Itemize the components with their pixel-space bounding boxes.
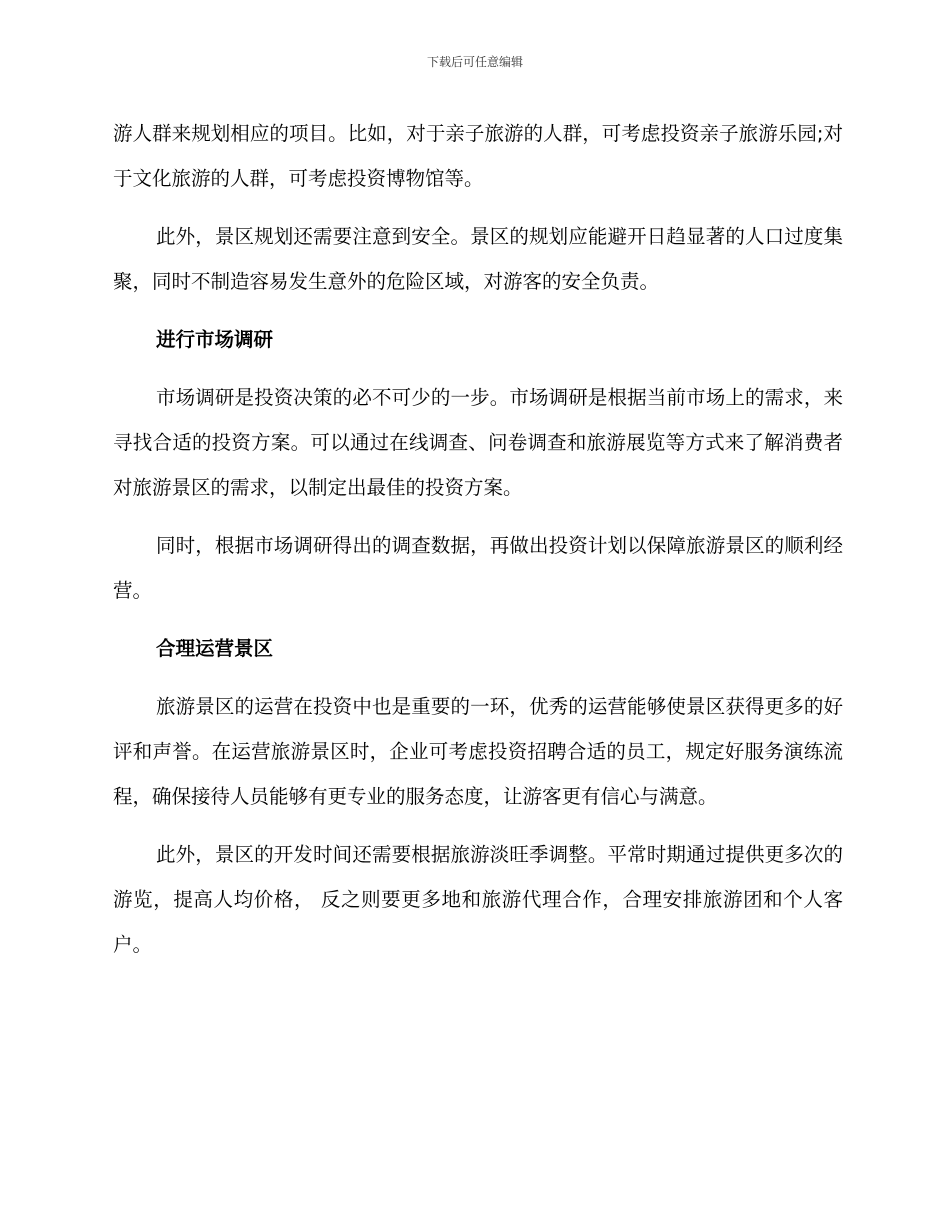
paragraph-5: 旅游景区的运营在投资中也是重要的一环，优秀的运营能够使景区获得更多的好评和声誉。在运营旅游景区时，企业可考虑投资招聘合适的员工，规定好服务演练流程，确保接待人员能够有更专业的服务态度，让游客更有信心与满意。 [113,695,843,808]
paragraph-1: 游人群来规划相应的项目。比如，对于亲子旅游的人群，可考虑投资亲子旅游乐园;对于文化旅游的人群，可考虑投资博物馆等。 [113,122,843,190]
paragraph-2: 此外，景区规划还需要注意到安全。景区的规划应能避开日趋显著的人口过度集聚，同时不制造容易发生意外的危险区域，对游客的安全负责。 [113,225,843,293]
paragraph-3: 市场调研是投资决策的必不可少的一步。市场调研是根据当前市场上的需求，来寻找合适的投资方案。可以通过在线调查、问卷调查和旅游展览等方式来了解消费者对旅游景区的需求，以制定出最佳的投资方案。 [113,386,843,499]
paragraph-6: 此外，景区的开发时间还需要根据旅游淡旺季调整。平常时期通过提供更多次的游览，提高人均价格， 反之则要更多地和旅游代理合作，合理安排旅游团和个人客户。 [113,843,843,956]
header-note: 下载后可任意编辑 [426,55,523,69]
section-heading-market-research: 进行市场调研 [156,328,274,351]
document-body [113,111,843,980]
section-heading-operations: 合理运营景区 [156,637,274,660]
paragraph-4: 同时，根据市场调研得出的调查数据，再做出投资计划以保障旅游景区的顺利经营。 [113,534,843,602]
